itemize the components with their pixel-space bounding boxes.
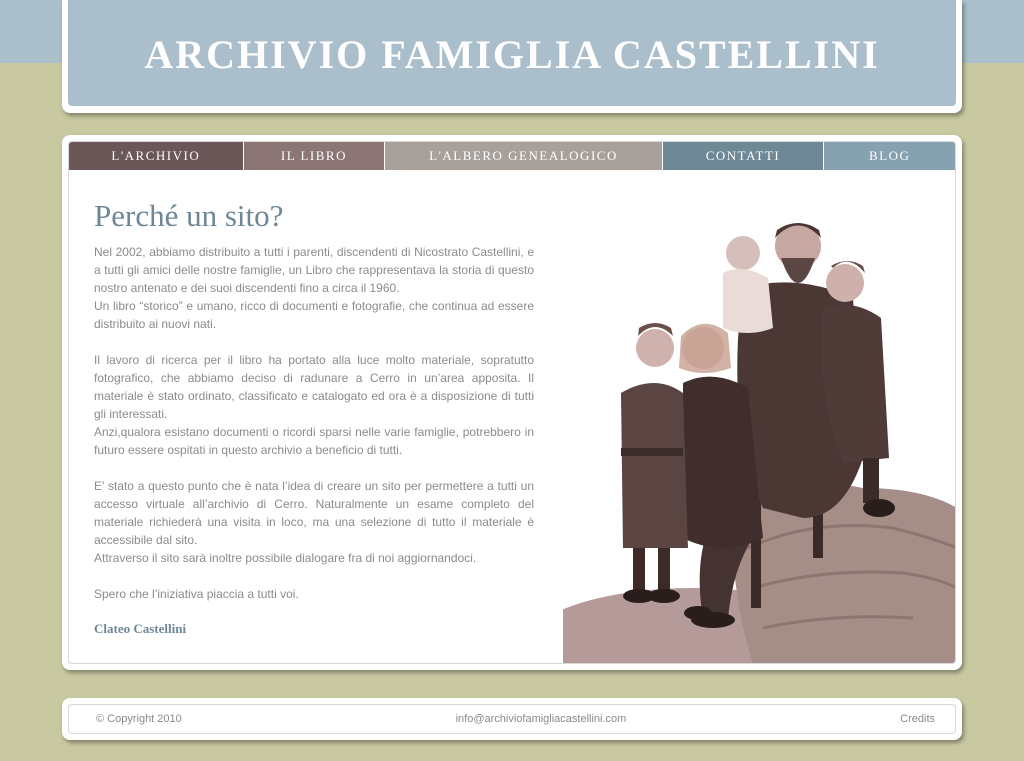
- paragraph-line: Attraverso il sito sarà inoltre possibile dialogare fra di noi aggiornandoci.: [94, 551, 477, 565]
- paragraph: [94, 477, 534, 567]
- nav-item-label: L'ARCHIVIO: [111, 148, 201, 163]
- main-nav: [69, 142, 955, 170]
- page-title: Perché un sito?: [94, 198, 284, 233]
- footer-inner: [68, 704, 956, 734]
- family-photo: [563, 218, 956, 664]
- nav-item-label: CONTATTI: [705, 148, 781, 163]
- signature: Clateo Castellini: [94, 621, 187, 636]
- nav-item-label: L'ALBERO GENEALOGICO: [429, 148, 618, 163]
- main-panel-inner: [68, 141, 956, 664]
- paragraph: [94, 351, 534, 459]
- header: [62, 0, 962, 113]
- site-title: ARCHIVIO FAMIGLIA CASTELLINI: [144, 31, 880, 77]
- paragraph-line: Un libro “storico” e umano, ricco di documenti e fotografie, che continua ad essere distribuito ai nuovi nati.: [94, 299, 534, 331]
- article: [94, 198, 534, 637]
- copyright-text: © Copyright 2010: [96, 713, 182, 725]
- credits-link[interactable]: Credits: [900, 713, 935, 725]
- content-area: [69, 170, 955, 664]
- nav-item-blog[interactable]: [824, 142, 955, 170]
- header-banner: [68, 0, 956, 106]
- nav-item-libro[interactable]: [244, 142, 386, 170]
- email-link[interactable]: info@archiviofamigliacastellini.com: [455, 713, 627, 725]
- main-panel: [62, 135, 962, 670]
- nav-item-label: IL LIBRO: [280, 148, 347, 163]
- paragraph: [94, 585, 534, 603]
- paragraph: [94, 243, 534, 333]
- nav-item-albero-genealogico[interactable]: [385, 142, 662, 170]
- nav-item-label: BLOG: [868, 148, 911, 163]
- paragraph-line: Il lavoro di ricerca per il libro ha portato alla luce molto materiale, sopratutto fotografico, che abbiamo deciso di radunare a Cerro in un’area apposita. Il materiale è stato ordinato, classificato e catalogato ed ora è a disposizione di tutti gli interessati.: [94, 353, 534, 421]
- footer: [62, 698, 962, 740]
- nav-item-contatti[interactable]: [663, 142, 825, 170]
- paragraph-line: Spero che l’iniziativa piaccia a tutti voi.: [94, 587, 299, 601]
- paragraph-line: E’ stato a questo punto che è nata l’idea di creare un sito per permettere a tutti un accesso virtuale all’archivio di Cerro. Naturalmente un esame completo del materiale richiederà una visita in loco, ma una selezione di tutto il materiale è accessibile dal sito.: [94, 479, 534, 547]
- nav-item-archivio[interactable]: [69, 142, 244, 170]
- paragraph-line: Anzi,qualora esistano documenti o ricordi sparsi nelle varie famiglie, potrebbero in futuro essere ospitati in questo archivio a beneficio di tutti.: [94, 425, 534, 457]
- paragraph-line: Nel 2002, abbiamo distribuito a tutti i parenti, discendenti di Nicostrato Castellini, e a tutti gli amici delle nostre famiglie, un Libro che rappresentava la storia di questo nostro antenato e dei suoi discendenti fino a circa il 1960.: [94, 245, 534, 295]
